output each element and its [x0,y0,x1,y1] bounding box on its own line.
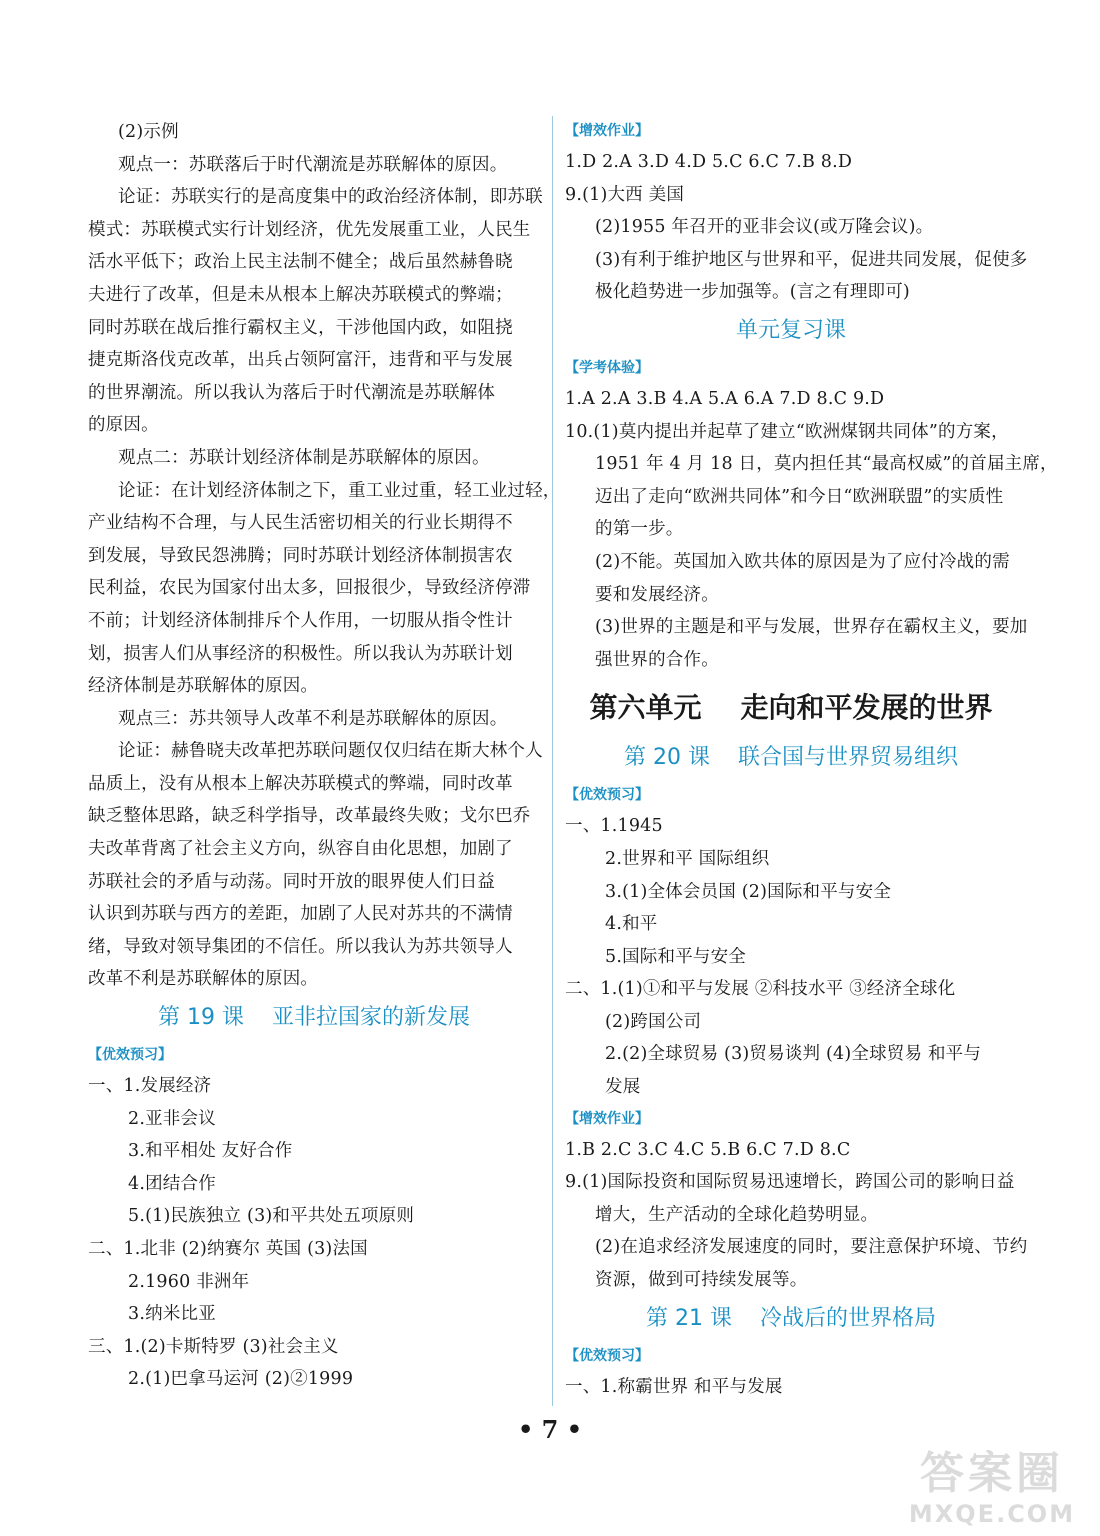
text-line: 论证：在计划经济体制之下，重工业过重，轻工业过轻， [118,480,561,501]
answer-line: 5.(1)民族独立 (3)和平共处五项原则 [128,1206,415,1227]
answer-line: 二、1.北非 (2)纳赛尔 英国 (3)法国 [88,1239,368,1259]
watermark-url: MXQE.COM [908,1500,1076,1528]
text-line: 缺乏整体思路，缺乏科学指导，改革最终失败；戈尔巴乔 [88,806,531,827]
mc-answers: 1.B 2.C 3.C 4.C 5.B 6.C 7.D 8.C [565,1139,851,1160]
text-line: 的世界潮流。所以我认为落后于时代潮流是苏联解体 [88,382,496,403]
answer-line: 2.(1)巴拿马运河 (2)②1999 [128,1369,354,1390]
answer-line: 三、1.(2)卡斯特罗 (3)社会主义 [88,1336,339,1357]
text-line: 划，损害人们从事经济的积极性。所以我认为苏联计划 [88,643,513,664]
answer-line: 二、1.(1)①和平与发展 ②科技水平 ③经济全球化 [565,979,956,1000]
text-line: 认识到苏联与西方的差距，加剧了人民对苏共的不满情 [88,904,513,925]
text-line: 苏联社会的矛盾与动荡。同时开放的眼界使人们日益 [88,871,496,892]
lesson-19-title: 第 19 课 亚非拉国家的新发展 [158,1005,470,1031]
text-line: 绪，导致对领导集团的不信任。所以我认为苏共领导人 [88,936,513,957]
answer-line: (2)跨国公司 [605,1011,702,1032]
text-line: 不前；计划经济体制排斥个人作用，一切服从指令性计 [88,610,513,631]
text-line: 观点二：苏联计划经济体制是苏联解体的原因。 [118,447,490,468]
mc-answers: 1.D 2.A 3.D 4.D 5.C 6.C 7.B 8.D [565,152,853,172]
text-line: 观点一：苏联落后于时代潮流是苏联解体的原因。 [118,154,508,175]
text-line: 论证：苏联实行的是高度集中的政治经济体制，即苏联 [118,187,543,208]
lesson-21-title: 第 21 课 冷战后的世界格局 [646,1305,936,1331]
answer-line: 增大，生产活动的全球化趋势明显。 [595,1204,879,1225]
answer-line: 3.和平相处 友好合作 [128,1141,293,1162]
answer-line: (2)不能。英国加入欧共体的原因是为了应付冷战的需 [595,551,1010,572]
answer-line: (2)1955 年召开的亚非会议(或万隆会议)。 [595,217,934,238]
answer-line: 4.和平 [605,914,658,935]
section-tag-homework: 【 增效作业 】 [565,116,1017,146]
text-line: 同时苏联在战后推行霸权主义，干涉他国内政，如阻挠 [88,317,513,338]
text-line: 模式：苏联模式实行计划经济，优先发展重工业，人民生 [88,219,531,240]
answer-line: 要和发展经济。 [595,584,719,605]
section-tag-exam: 【 学考体验 】 [565,353,1017,383]
text-line: 论证：赫鲁晓夫改革把苏联问题仅仅归结在斯大林个人 [118,741,543,762]
column-divider [552,116,553,1406]
answer-line: 4.团结合作 [128,1173,216,1194]
answer-line: 9.(1)国际投资和国际贸易迅速增长，跨国公司的影响日益 [565,1172,1015,1193]
text-line: 产业结构不合理，与人民生活密切相关的行业长期得不 [88,513,513,534]
right-column [565,116,1058,1403]
answer-line: 迈出了走向“欧洲共同体”和今日“欧洲联盟”的实质性 [595,486,1004,507]
answer-line: 9.(1)大西 美国 [565,184,685,205]
left-column [88,116,561,1396]
answer-line: 3.(1)全体会员国 (2)国际和平与安全 [605,881,892,902]
text-line: 的原因。 [88,415,159,436]
answer-line: (2)在追求经济发展速度的同时，要注意保护环境、节约 [595,1237,1028,1258]
answer-line: 发展 [605,1077,641,1098]
text-line: 捷克斯洛伐克改革，出兵占领阿富汗，违背和平与发展 [88,350,513,371]
answer-line: 一、1.1945 [565,816,663,837]
answer-line: 1951 年 4 月 18 日，莫内担任其“最高权威”的首届主席， [595,454,1058,475]
text-line: (2)示例 [118,122,179,142]
answer-line: 2.1960 非洲年 [128,1271,250,1292]
answer-line: 极化趋势进一步加强等。(言之有理即可) [595,282,910,303]
answer-line: 2.(2)全球贸易 (3)贸易谈判 (4)全球贸易 和平与 [605,1044,982,1065]
answer-line: 强世界的合作。 [595,649,719,670]
text-line: 活水平低下；政治上民主法制不健全；战后虽然赫鲁晓 [88,252,513,273]
answer-line: 的第一步。 [595,519,684,540]
text-line: 经济体制是苏联解体的原因。 [88,676,319,697]
page-number: • 7 • [517,1415,583,1444]
lesson-20-title: 第 20 课 联合国与世界贸易组织 [624,745,958,771]
section-tag-preview: 【 优效预习 】 [88,1040,540,1070]
mc-answers: 1.A 2.A 3.B 4.A 5.A 6.A 7.D 8.C 9.D [565,388,885,409]
answer-line: 10.(1)莫内提出并起草了建立“欧洲煤钢共同体”的方案， [565,421,1009,442]
section-tag-preview: 【 优效预习 】 [565,780,1017,810]
section-tag-preview: 【 优效预习 】 [565,1341,1017,1371]
section-tag-homework: 【 增效作业 】 [565,1104,1017,1134]
text-line: 夫进行了改革，但是未从根本上解决苏联模式的弊端； [88,284,513,305]
text-line: 夫改革背离了社会主义方向，纵容自由化思想，加剧了 [88,839,513,860]
watermark-logo [902,1448,1082,1528]
unit-six-title: 第六单元 走向和平发展的世界 [589,691,993,725]
answer-line: 一、1.称霸世界 和平与发展 [565,1376,783,1397]
answer-line: (3)世界的主题是和平与发展，世界存在霸权主义，要加 [595,617,1028,638]
text-line: 品质上，没有从根本上解决苏联模式的弊端，同时改革 [88,773,513,794]
answer-line: 3.纳米比亚 [128,1304,216,1325]
answer-line: 2.亚非会议 [128,1108,216,1129]
text-line: 改革不利是苏联解体的原因。 [88,969,319,990]
answer-line: 资源，做到可持续发展等。 [595,1270,808,1291]
unit-review-title: 单元复习课 [735,317,846,343]
watermark-text: 答案圈 [920,1448,1064,1499]
answer-line: 5.国际和平与安全 [605,946,746,967]
answer-line: 2.世界和平 国际组织 [605,848,770,869]
answer-line: (3)有利于维护地区与世界和平，促进共同发展，促使多 [595,249,1028,270]
text-line: 到发展，导致民怨沸腾；同时苏联计划经济体制损害农 [88,545,513,566]
answer-line: 一、1.发展经济 [88,1076,212,1097]
text-line: 观点三：苏共领导人改革不利是苏联解体的原因。 [118,708,508,729]
text-line: 民利益，农民为国家付出太多，回报很少，导致经济停滞 [88,578,531,599]
